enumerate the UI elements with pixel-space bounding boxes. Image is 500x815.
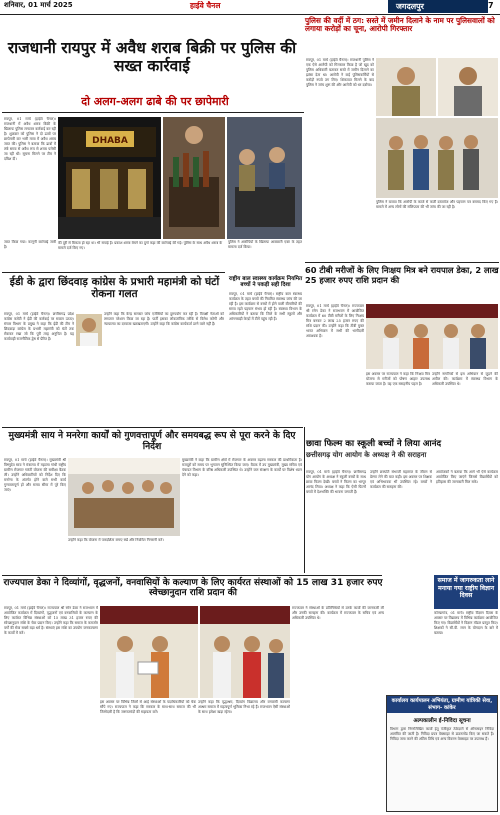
chhava-story: [306, 440, 498, 570]
cm-text-col-1: रायपुर, 01 मार्च (हाईवे चैनल)। मुख्यमंत्री श्री विष्णुदेव साय ने मंत्रालय में महात्मा गांधी राष्ट्रीय ग्रामीण रोजगार गारंटी योजना की समीक्षा बैठक ली। उन्होंने अधिकारियों को निर्देश दिए कि मनरेगा के अंतर्गत होने वाले सभी कार्य गुणवत्तापूर्ण हों और समय सीमा में पूरे किए जाएं।: [4, 458, 66, 492]
cm-text-col-3: उन्होंने कहा कि योजना में पारदर्शिता बनाए रखें और नियमित निगरानी करें।: [68, 538, 164, 542]
ed-divider: [2, 272, 225, 273]
science-day-headline: समाज में जागरुकता लाने मनाया गया राष्ट्रीय विज्ञान दिवस: [434, 575, 498, 609]
dhaba-sign-text: DHABA: [92, 136, 128, 146]
masthead: हाईवे चैनल: [190, 1, 221, 10]
col-mid-text: रायपुर, 01 मार्च (हाईवे चैनल)। राष्ट्रीय बाल स्वास्थ्य कार्यक्रम के तहत बच्चों की नियमित स्वास्थ्य जांच की जा रही है। इस कार्यक्रम से बच्चों में होने वाली बीमारियों की समय रहते पहचान संभव हो रही है। स्वास्थ्य विभाग के अधिकारियों ने बताया कि जिले के सभी स्कूलों और आंगनबाड़ी केन्द्रों में टीमें पहुंच रही हैं।: [229, 292, 302, 321]
issue-date: शनिवार, 01 मार्च 2025: [4, 1, 73, 9]
governor-photo-1: [100, 606, 198, 698]
tb-text-col-3: उन्होंने नागरिकों से इस अभियान से जुड़ने की अपील की। कार्यक्रम में स्वास्थ्य विभाग के अधिकारी उपस्थित थे।: [432, 372, 498, 386]
lead-photo-caption: की दूरी से बिकता हो रहा था। भी सपाई है। प्रकाश शराब बेचने का दुर्गा कहा की कार्रवाई की गई। पुलिस के साथ अवैध शराब के मामले दर्ज किए गए।: [58, 241, 223, 250]
tb-text-col-1: रायपुर, 01 मार्च (हाईवे चैनल)। राज्यपाल श्री रमेन डेका ने राजभवन में आयोजित कार्यक्रम में 60 टीबी मरीजों के लिए निःक्षय मित्र बनकर 2 लाख 25 हजार रुपए की राशि प्रदान की। उन्होंने कहा कि टीबी मुक्त भारत अभियान में सभी की भागीदारी आवश्यक है।: [306, 304, 364, 338]
chhava-text-col-3: आयोजकों ने बताया कि आगे भी ऐसे कार्यक्रम आयोजित किए जाएंगे जिससे विद्यार्थियों को इतिहास की जानकारी मिल सके।: [436, 470, 498, 484]
header-divider: [0, 14, 500, 15]
page-header: [0, 0, 500, 14]
tender-body: विभाग द्वारा निम्नलिखित कार्यों हेतु पंजीकृत ठेकेदारों से ऑनलाइन निविदा आमंत्रित की जाती है। निविदा प्रपत्र वेबसाइट से डाउनलोड किए जा सकते हैं। निविदा जमा करने की अंतिम तिथि एवं अन्य विवरण वेबसाइट पर उपलब्ध हैं।: [390, 727, 494, 741]
chhava-text-col-2: उन्होंने छत्रपति संभाजी महाराज के जीवन से प्रेरणा लेने की बात कही। इस अवसर पर शिक्षक एवं अभिभावक भी उपस्थित रहे। बच्चों ने कार्यक्रम की सराहना की।: [370, 470, 432, 489]
cm-divider: [2, 427, 303, 428]
right-top-photo-2: [438, 58, 498, 116]
lead-text-col-1b: जब्त किया गया। कानूनी कार्रवाई जारी है।: [4, 240, 56, 249]
governor-headline: राज्यपाल डेका ने दिव्यांगों, वृद्धजनों, वनवासियों के कल्याण के लिए कार्यरत संस्थाओं को 15 लाख 31 हजार रुपए स्वेच्छानुदान राशि प्रदान की: [3, 578, 383, 599]
lead-photo-bottles: [163, 117, 225, 239]
tb-headline: 60 टीबी मरीजों के लिए निःक्षय मित्र बने रायपाल डेका, 2 लाख 25 हजार रुपए राशि प्रदान की: [305, 265, 499, 285]
tb-divider: [305, 262, 499, 263]
governor-text-col-1: रायपुर, 01 मार्च (हाईवे चैनल)। राज्यपाल श्री रमेन डेका ने राजभवन में आयोजित कार्यक्रम में दिव्यांगों, वृद्धजनों एवं वनवासियों के कल्याण के लिए कार्यरत विभिन्न संस्थाओं को 15 लाख 31 हजार रुपए की स्वेच्छानुदान राशि के चेक प्रदान किए। उन्होंने कहा कि समाज के कमजोर वर्गों की सेवा सबसे बड़ा धर्म है। संस्थाएं इस राशि का उपयोग जनकल्याण के कार्यों में करें।: [4, 606, 98, 635]
chhava-subhead: छत्तीसगढ़ योग आयोग के अध्यक्ष ने की सराहना: [306, 450, 427, 459]
ed-headline: ईडी के द्वारा छिंदवाड़ कांग्रेस के प्रभारी महामंत्री को घंटों रोकना गलत: [9, 276, 220, 301]
ed-portrait: [76, 314, 102, 346]
vertical-divider: [304, 427, 305, 573]
lead-text-col-1: रायपुर, 01 मार्च (हाईवे चैनल)। राजधानी में अवैध शराब बिक्री के खिलाफ पुलिस लगातार कार्रवाई कर रही है। शुक्रवार को पुलिस ने दो ढाबों पर छापेमारी कर भारी मात्रा में अवैध शराब जब्त की। पुलिस ने बताया कि ढाबों में लंबे समय से अवैध रूप से शराब परोसी जा रही थी। सूचना मिलने पर टीम ने दबिश दी।: [4, 117, 56, 161]
right-top-photo-group: [376, 118, 498, 198]
lead-photo-police: [227, 117, 302, 239]
governor-photo-2: [200, 606, 290, 698]
tender-office: कार्यालय कार्यपालन अभियंता, ग्रामीण यांत्रिकी सेवा, संभाग- कांकेर: [387, 696, 497, 713]
cm-text-col-2: मुख्यमंत्री ने कहा कि ग्रामीण क्षेत्रों में रोजगार के अवसर बढ़ाना सरकार की प्राथमिकता है। मजदूरों को समय पर भुगतान सुनिश्चित किया जाए। बैठक में उप मुख्यमंत्री, मुख्य सचिव एवं पंचायत विभाग के वरिष्ठ अधिकारी उपस्थित थे। उन्होंने जल संरक्षण के कार्यों पर विशेष ध्यान देने को कहा।: [182, 458, 302, 477]
lead-photo-dhaba: [58, 117, 161, 239]
chhava-headline: छावा फिल्म का स्कूली बच्चों ने लिया आनंद: [306, 439, 442, 449]
tender-title: अल्पकालीन ई-निविदा सूचना: [413, 718, 471, 724]
lead-text-col-right: पुलिस ने आरोपियों के खिलाफ आबकारी एक्ट के तहत मामला दर्ज किया।: [228, 240, 302, 249]
chhava-text-col-1: रायपुर, 01 मार्च (हाईवे चैनल)। छत्तीसगढ़ योग आयोग के अध्यक्ष ने स्कूली बच्चों के साथ छावा फिल्म देखी। बच्चों ने फिल्म का भरपूर आनंद लिया। अध्यक्ष ने कहा कि ऐसी फिल्में बच्चों में देशभक्ति की भावना जगाती हैं।: [306, 470, 366, 494]
governor-divider: [2, 575, 382, 576]
lead-sub-divider: [2, 112, 304, 113]
ed-text-col-2: उन्होंने कहा कि केन्द्र सरकार जांच एजेंसियों का दुरुपयोग कर रही है। विपक्षी नेताओं को लगातार परेशान किया जा रहा है। पार्टी इसका लोकतांत्रिक तरीके से विरोध करेगी और न्यायालय का दरवाजा खटखटाएगी। उन्होंने कहा कि कांग्रेस कार्यकर्ता डरने वाले नहीं हैं।: [104, 312, 224, 326]
governor-text-col-2: राज्यपाल ने संस्थाओं के प्रतिनिधियों से उनके कार्यों की जानकारी ली और उनकी सराहना की। कार्यक्रम में राज्यपाल के सचिव एवं अन्य अधिकारी उपस्थित थे।: [292, 606, 384, 620]
right-top-text-col-2: पुलिस ने बताया कि आरोपी के कब्जे से फर्जी दस्तावेज और पहचान पत्र बरामद किए गए हैं। मामले में अन्य लोगों की संलिप्तता की भी जांच की जा रही है।: [376, 200, 498, 209]
governor-text-col-3: इस अवसर पर विभिन्न जिलों से आई संस्थाओं के पदाधिकारियों को चेक सौंपे गए। राज्यपाल ने कहा कि सरकार के साथ-साथ समाज की भी जिम्मेदारी है कि जरूरतमंदों की सहायता करें।: [100, 700, 196, 714]
right-top-headline: पुलिस की वर्दी में ठग: सस्ते में जमीन दिलाने के नाम पर पुलिसवालों को लगाया करोड़ों का चूना, आरोपी गिरफ्तार: [305, 16, 495, 34]
tb-photo: [366, 304, 498, 369]
governor-text-col-4: उन्होंने कहा कि वृद्धाश्रम, दिव्यांग विद्यालय और वनवासी कल्याण आश्रम समाज में महत्वपूर्ण भूमिका निभा रहे हैं। राजभवन ऐसी संस्थाओं के साथ हमेशा खड़ा रहेगा।: [198, 700, 290, 714]
cm-photo-meeting: [68, 458, 180, 536]
tender-notice: [386, 695, 498, 812]
tb-text-col-2: इस अवसर पर राज्यपाल ने कहा कि निःक्षय मित्र योजना से मरीजों को पोषण आहार उपलब्ध कराया जाता है। यह एक सराहनीय पहल है।: [366, 372, 430, 386]
page-number: 7: [488, 1, 494, 10]
right-top-text-col-1: रायपुर, 01 मार्च (हाईवे चैनल)। राजधानी पुलिस ने एक ऐसे आरोपी को गिरफ्तार किया है जो खुद को पुलिस अधिकारी बताकर सस्ते में जमीन दिलाने का झांसा देता था। आरोपी ने कई पुलिसकर्मियों से करोड़ों रुपये ठग लिए। शिकायत मिलने के बाद पुलिस ने जांच शुरू की और आरोपी को धर दबोचा।: [306, 58, 374, 87]
ed-text-col-1: रायपुर, 01 मार्च (हाईवे चैनल)। छत्तीसगढ़ प्रदेश कांग्रेस कमेटी ने ईडी की कार्रवाई पर सवाल उठाए। संचार विभाग के प्रमुख ने कहा कि ईडी की टीम ने छिंदवाड़ा कांग्रेस के प्रभारी महामंत्री को घंटों तक रोककर रखा जो कि पूरी तरह अनुचित है। यह कार्यवाही राजनीतिक द्वेष से प्रेरित है।: [4, 312, 74, 341]
right-top-photo-1: [376, 58, 436, 116]
col-mid-headline: राष्ट्रीय बाल स्वास्थ्य कार्यक्रम नियमित बच्चों ने पकड़ी सही दिशा: [228, 276, 303, 289]
science-day-text: कोण्डागांव, 01 मार्च। राष्ट्रीय विज्ञान दिवस के अवसर पर विद्यालय में विभिन्न कार्यक्रम आयोजित किए गए। विद्यार्थियों ने विज्ञान मॉडल प्रस्तुत किए। शिक्षकों ने सी.वी. रमन के योगदान के बारे में बताया।: [434, 611, 498, 635]
cm-headline: मुख्यमंत्री साय ने मनरेगा कार्यों को गुणवत्तापूर्ण और समयबद्ध रूप से पूरा करने के दिए निर्देश: [8, 430, 296, 452]
city-banner: जगदलपुर: [388, 0, 488, 13]
lead-subhead: दो अलग-अलग ढाबे की पर छापेमारी: [81, 95, 229, 108]
lead-headline: राजधानी रायपुर में अवैध शराब बिक्री पर पुलिस की सख्त कार्रवाई: [7, 39, 297, 75]
